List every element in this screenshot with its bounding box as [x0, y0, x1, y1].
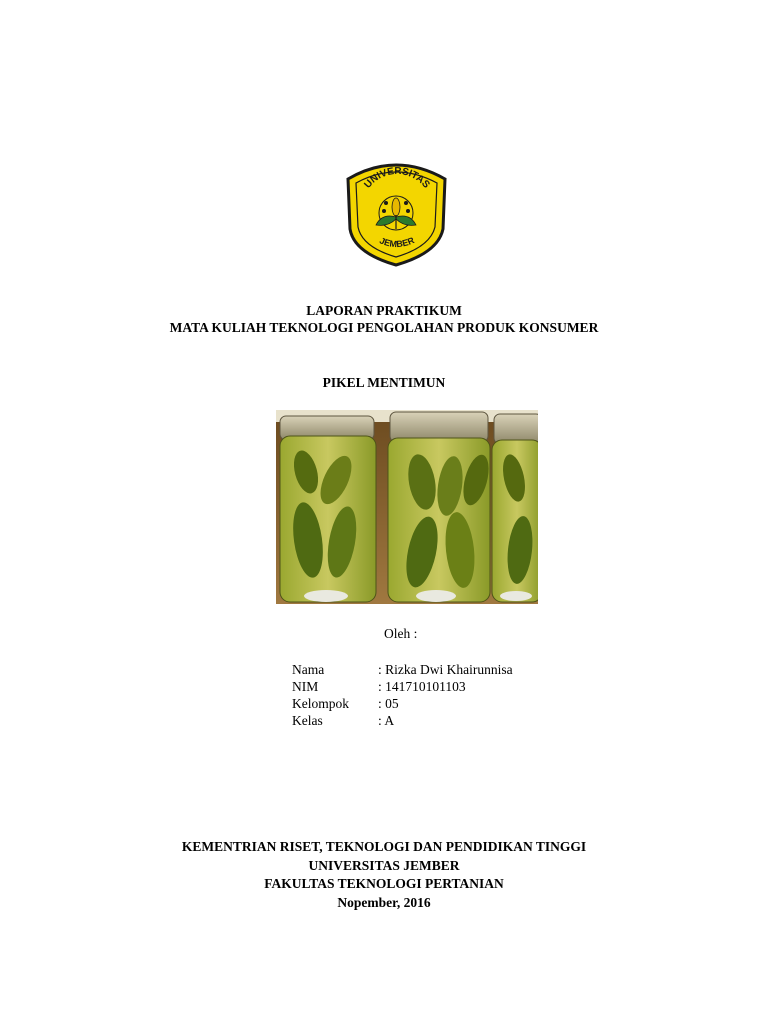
pickle-jars-photo [276, 410, 538, 604]
university-logo-icon [340, 157, 453, 267]
by-label: Oleh : [384, 626, 418, 641]
report-title-line1: LAPORAN PRAKTIKUM [306, 303, 462, 318]
info-value-group: : 05 [378, 696, 399, 711]
author-info-row [292, 661, 513, 678]
pickle-jars-photo-icon [276, 410, 538, 604]
report-subtitle: PIKEL MENTIMUN [322, 375, 446, 390]
author-info [292, 661, 513, 729]
report-title [0, 302, 768, 336]
info-label-class: Kelas [292, 713, 323, 728]
info-label-name: Nama [292, 662, 325, 677]
info-value-nim: : 141710101103 [378, 679, 466, 694]
report-title-line2: MATA KULIAH TEKNOLOGI PENGOLAHAN PRODUK KONSUMER [169, 320, 599, 335]
info-value-class: : A [378, 713, 395, 728]
info-label-nim: NIM [292, 679, 319, 694]
logo-text-top: UNIVERSITAS [362, 165, 432, 191]
author-info-row [292, 678, 513, 695]
author-info-row [292, 712, 513, 729]
info-value-name: : Rizka Dwi Khairunnisa [378, 662, 513, 677]
author-info-row [292, 695, 513, 712]
info-label-group: Kelompok [292, 696, 349, 711]
institution-footer [0, 838, 768, 912]
faculty-name: FAKULTAS TEKNOLOGI PERTANIAN [264, 876, 504, 891]
report-date: Nopember, 2016 [337, 894, 431, 910]
ministry-name: KEMENTRIAN RISET, TEKNOLOGI DAN PENDIDIKAN TINGGI [181, 839, 587, 854]
university-name: UNIVERSITAS JEMBER [308, 857, 460, 873]
logo-text-bottom: JEMBER [378, 235, 416, 250]
